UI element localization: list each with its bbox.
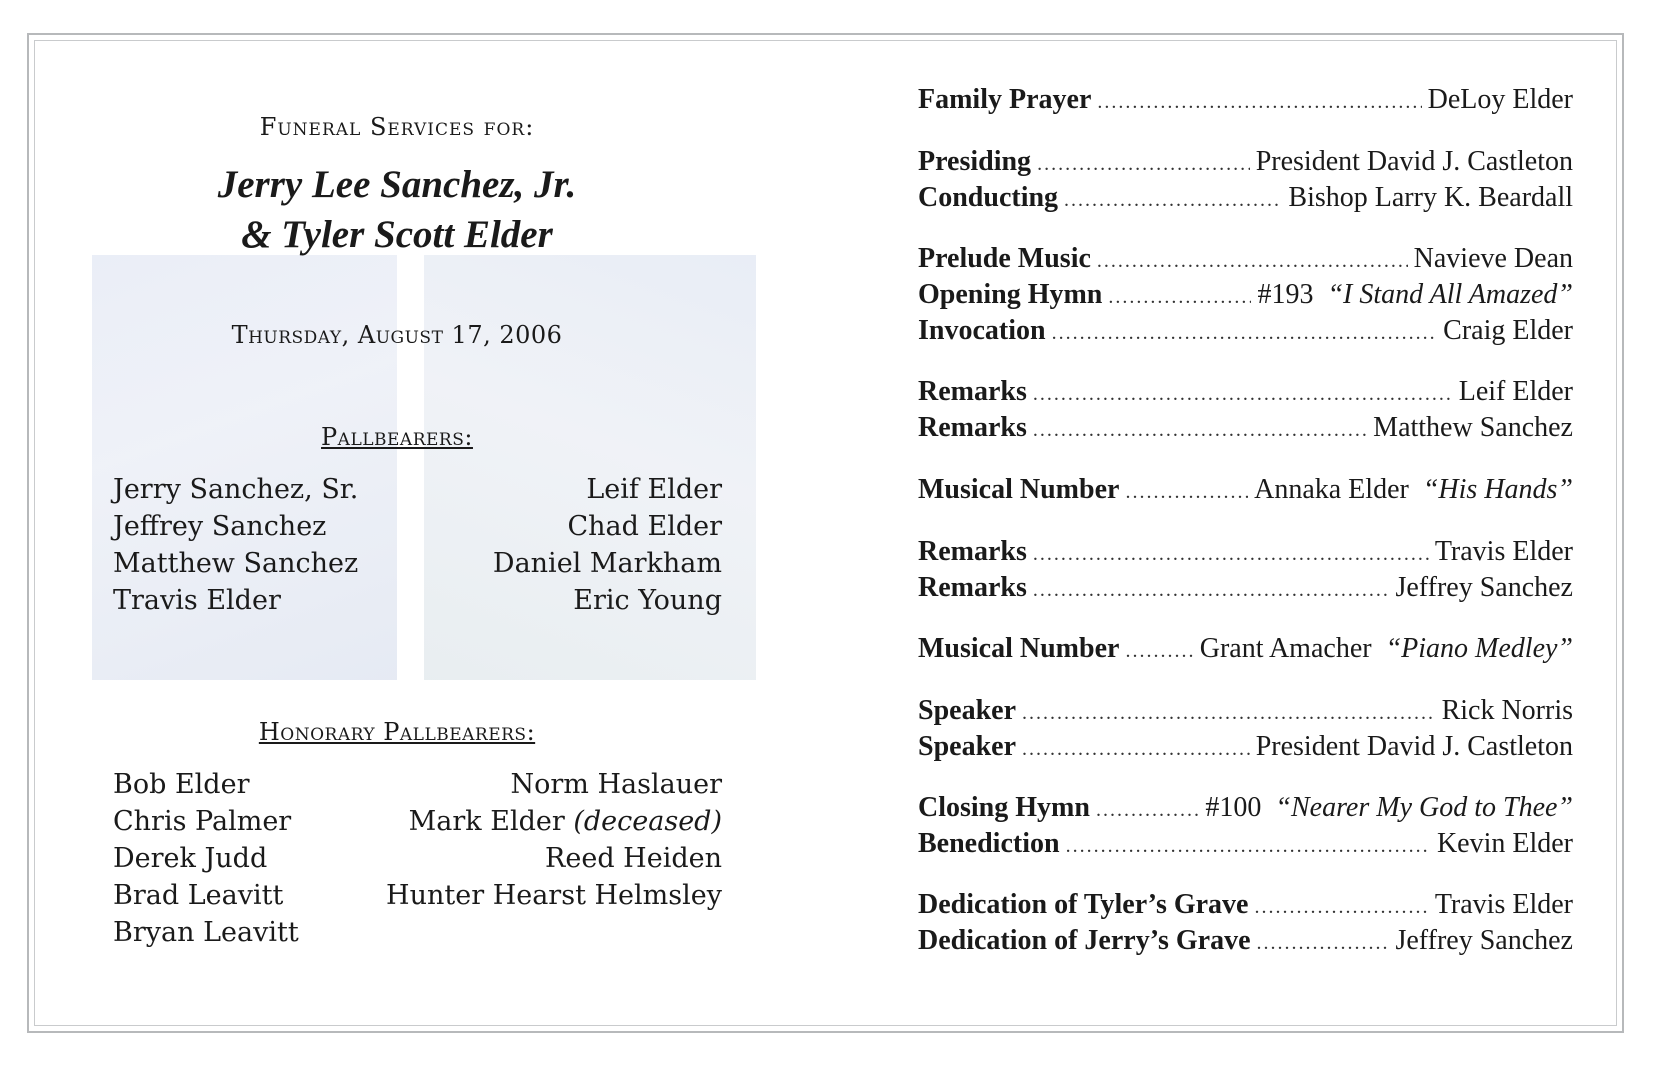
left-panel xyxy=(92,0,732,1080)
program-role-label: Musical Number xyxy=(918,474,1120,505)
program-row xyxy=(918,84,1573,120)
dot-leader xyxy=(1125,481,1248,504)
program-row xyxy=(918,536,1573,572)
program-role-label: Invocation xyxy=(918,315,1046,346)
program-participant: #193 xyxy=(1257,279,1314,310)
honorary-right-list xyxy=(386,766,722,914)
pallbearers-heading: Pallbearers: xyxy=(321,423,473,451)
program-participant: Navieve Dean xyxy=(1413,243,1573,274)
list-item: Brad Leavitt xyxy=(113,880,284,911)
program-row xyxy=(918,376,1573,412)
program-participant: Craig Elder xyxy=(1443,315,1573,346)
pallbearers-right-list xyxy=(493,471,722,619)
list-item: Jerry Sanchez, Sr. xyxy=(113,474,359,505)
program-row xyxy=(918,828,1573,864)
program-row xyxy=(918,695,1573,731)
dot-leader xyxy=(1022,702,1436,725)
program-row xyxy=(918,633,1573,669)
program-row xyxy=(918,889,1573,925)
program-role-label: Remarks xyxy=(918,412,1027,443)
dot-leader xyxy=(1033,543,1429,566)
list-item: Leif Elder xyxy=(586,474,722,505)
program-row xyxy=(918,474,1573,510)
program-participant: Kevin Elder xyxy=(1436,828,1573,859)
list-item: Chris Palmer xyxy=(113,806,292,837)
program-role-label: Prelude Music xyxy=(918,243,1091,274)
deceased-name-1: Jerry Lee Sanchez, Jr. xyxy=(217,163,577,206)
list-item: Matthew Sanchez xyxy=(113,548,359,579)
program-row xyxy=(918,243,1573,279)
program-participant: Rick Norris xyxy=(1441,695,1573,726)
program-piece-title: “I Stand All Amazed” xyxy=(1327,279,1573,310)
list-item: Bryan Leavitt xyxy=(113,917,299,948)
list-item: Reed Heiden xyxy=(545,843,722,874)
dot-leader xyxy=(1033,579,1390,602)
dot-leader xyxy=(1097,91,1421,114)
dot-leader xyxy=(1108,286,1251,309)
list-item: Eric Young xyxy=(573,585,722,616)
program-participant: Grant Amacher xyxy=(1199,633,1372,664)
list-item-name: Mark Elder xyxy=(408,806,565,837)
program-role-label: Dedication of Tyler’s Grave xyxy=(918,889,1249,920)
list-item: Derek Judd xyxy=(113,843,268,874)
dot-leader xyxy=(1125,640,1193,663)
program-participant: DeLoy Elder xyxy=(1427,84,1573,115)
program-role-label: Closing Hymn xyxy=(918,792,1090,823)
list-item xyxy=(386,803,722,840)
dot-leader xyxy=(1052,322,1438,345)
program-row xyxy=(918,731,1573,767)
program-participant: Jeffrey Sanchez xyxy=(1395,572,1573,603)
program-role-label: Musical Number xyxy=(918,633,1120,664)
program-row xyxy=(918,925,1573,961)
program-participant: Bishop Larry K. Beardall xyxy=(1288,182,1573,213)
services-heading: Funeral Services for: xyxy=(259,113,535,141)
program-row xyxy=(918,572,1573,608)
deceased-name-2: & Tyler Scott Elder xyxy=(241,213,553,256)
list-item: Daniel Markham xyxy=(492,548,722,579)
program-role-label: Dedication of Jerry’s Grave xyxy=(918,925,1251,956)
program-participant: Jeffrey Sanchez xyxy=(1395,925,1573,956)
program-participant: Annaka Elder xyxy=(1254,474,1409,505)
dot-leader xyxy=(1033,419,1367,442)
program-participant: President David J. Castleton xyxy=(1255,146,1573,177)
deceased-note: (deceased) xyxy=(573,806,722,837)
honorary-pallbearers-heading: Honorary Pallbearers: xyxy=(258,718,536,746)
program-role-label: Benediction xyxy=(918,828,1060,859)
honorary-left-list xyxy=(113,766,299,951)
program-participant: Travis Elder xyxy=(1434,536,1573,567)
program-row xyxy=(918,182,1573,218)
list-item: Chad Elder xyxy=(567,511,722,542)
dot-leader xyxy=(1097,250,1408,273)
list-item: Norm Haslauer xyxy=(510,769,722,800)
service-date: Thursday, August 17, 2006 xyxy=(231,321,563,349)
list-item: Travis Elder xyxy=(113,585,281,616)
dot-leader xyxy=(1037,153,1250,176)
program-role-label: Speaker xyxy=(918,731,1016,762)
program-piece-title: “Piano Medley” xyxy=(1385,633,1573,664)
list-item: Jeffrey Sanchez xyxy=(113,511,327,542)
program-participant: President David J. Castleton xyxy=(1255,731,1573,762)
dot-leader xyxy=(1066,835,1431,858)
program-row xyxy=(918,412,1573,448)
dot-leader xyxy=(1064,189,1282,212)
program-row xyxy=(918,146,1573,182)
dot-leader xyxy=(1033,383,1453,406)
dot-leader xyxy=(1022,738,1250,761)
dot-leader xyxy=(1096,799,1199,822)
program-row xyxy=(918,279,1573,315)
dot-leader xyxy=(1257,932,1390,955)
program-participant: Matthew Sanchez xyxy=(1373,412,1573,443)
program-piece-title: “Nearer My God to Thee” xyxy=(1275,792,1573,823)
program-role-label: Presiding xyxy=(918,146,1032,177)
list-item: Hunter Hearst Helmsley xyxy=(386,880,722,911)
program-role-label: Remarks xyxy=(918,376,1027,407)
program-participant: Travis Elder xyxy=(1434,889,1573,920)
program-role-label: Remarks xyxy=(918,536,1027,567)
dot-leader xyxy=(1254,896,1428,919)
program-role-label: Speaker xyxy=(918,695,1016,726)
program-role-label: Family Prayer xyxy=(918,84,1092,115)
program-piece-title: “His Hands” xyxy=(1422,474,1573,505)
pallbearers-left-list xyxy=(113,471,358,619)
program-row xyxy=(918,315,1573,351)
list-item: Bob Elder xyxy=(113,769,250,800)
program-participant: #100 xyxy=(1205,792,1262,823)
program-role-label: Opening Hymn xyxy=(918,279,1103,310)
program-role-label: Remarks xyxy=(918,572,1027,603)
program-role-label: Conducting xyxy=(918,182,1059,213)
program-participant: Leif Elder xyxy=(1458,376,1573,407)
program-row xyxy=(918,792,1573,828)
